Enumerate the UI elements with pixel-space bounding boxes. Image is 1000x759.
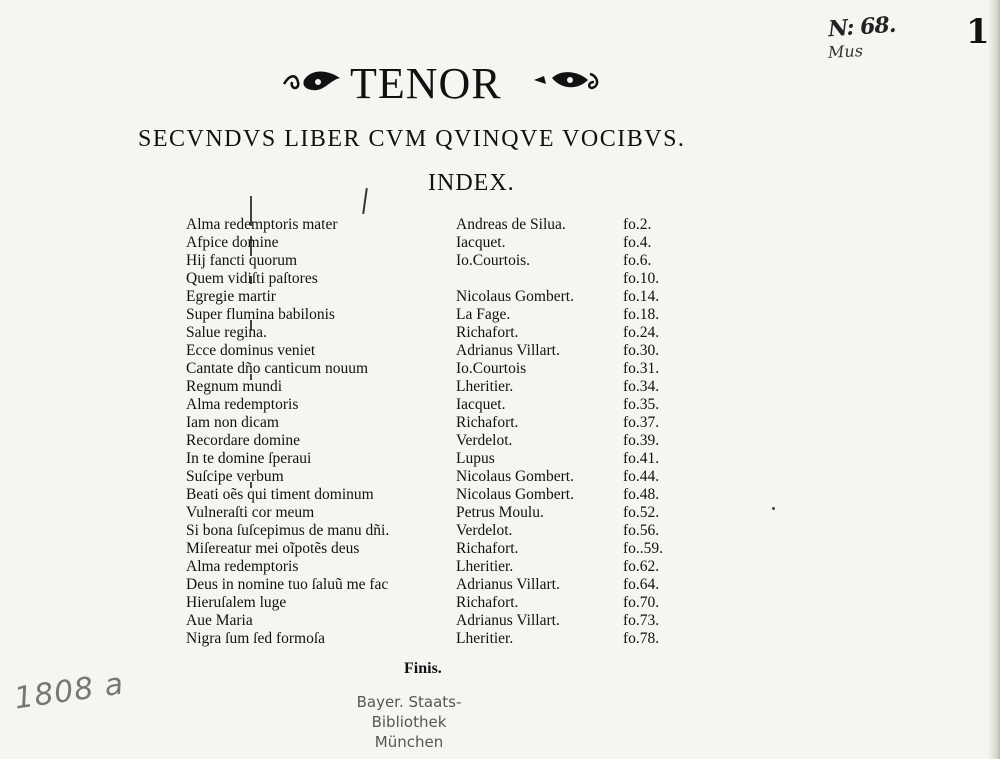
index-row <box>186 486 686 504</box>
index-entry-title: Hij fancti quorum <box>186 252 298 269</box>
index-entry-title: Salue regina. <box>186 324 267 341</box>
index-entry-composer: Nicolaus Gombert. <box>456 468 574 485</box>
index-row <box>186 414 686 432</box>
index-row <box>186 576 686 594</box>
index-entry-folio: fo.56. <box>623 522 660 539</box>
index-entry-folio: fo.73. <box>623 612 660 629</box>
index-entry-composer: Richafort. <box>456 594 519 611</box>
index-entry-folio: fo.64. <box>623 576 660 593</box>
index-entry-composer: Lheritier. <box>456 378 514 395</box>
index-entry-title: Vulneraſti cor meum <box>186 504 315 521</box>
index-entry-composer: Iacquet. <box>456 396 506 413</box>
index-entry-composer: Richafort. <box>456 414 519 431</box>
pen-stroke-mark <box>362 188 368 214</box>
index-row <box>186 594 686 612</box>
index-row <box>186 612 686 630</box>
index-entry-title: Aue Maria <box>186 612 253 629</box>
index-row <box>186 288 686 306</box>
index-entry-composer: Verdelot. <box>456 432 513 449</box>
index-entry-folio: fo.37. <box>623 414 660 431</box>
index-row <box>186 252 686 270</box>
index-entry-composer: Adrianus Villart. <box>456 342 560 359</box>
index-row <box>186 558 686 576</box>
index-row <box>186 216 686 234</box>
index-entry-title: Alma redemptoris <box>186 396 299 413</box>
index-row <box>186 468 686 486</box>
index-entry-folio: fo.2. <box>623 216 652 233</box>
index-row <box>186 306 686 324</box>
index-entry-folio: fo.31. <box>623 360 660 377</box>
index-entry-title: Quem vidiſti paſtores <box>186 270 318 287</box>
index-entry-folio: fo.24. <box>623 324 660 341</box>
index-entry-title: Regnum mundi <box>186 378 283 395</box>
folio-number: 1 <box>966 12 990 52</box>
index-entry-folio: fo.78. <box>623 630 660 647</box>
index-entry-composer: Io.Courtois <box>456 360 527 377</box>
index-entry-title: Recordare domine <box>186 432 301 449</box>
index-entry-folio: fo.4. <box>623 234 652 251</box>
index-entry-title: Nigra ſum ſed formoſa <box>186 630 326 647</box>
index-row <box>186 450 686 468</box>
index-entry-composer: Andreas de Silua. <box>456 216 566 233</box>
index-table <box>186 216 686 648</box>
title-block <box>282 56 612 106</box>
index-entry-title: Ecce dominus veniet <box>186 342 316 359</box>
index-entry-folio: fo.10. <box>623 270 660 287</box>
index-row <box>186 432 686 450</box>
index-entry-title: Alma redemptoris mater <box>186 216 338 233</box>
index-entry-composer: Io.Courtois. <box>456 252 531 269</box>
index-entry-title: Afpice domine <box>186 234 279 251</box>
index-entry-folio: fo.30. <box>623 342 660 359</box>
index-entry-composer: Adrianus Villart. <box>456 612 560 629</box>
library-stamp <box>334 692 484 752</box>
handwritten-shelfmark: 1808 a <box>12 666 127 717</box>
index-entry-folio: fo.62. <box>623 558 660 575</box>
index-entry-folio: fo.41. <box>623 450 660 467</box>
index-row <box>186 522 686 540</box>
index-heading: INDEX. <box>428 170 515 196</box>
index-row <box>186 234 686 252</box>
index-entry-folio: fo.39. <box>623 432 660 449</box>
index-entry-title: Miſereatur mei oĩpotẽs deus <box>186 540 360 557</box>
index-entry-composer: Lupus <box>456 450 495 467</box>
index-row <box>186 630 686 648</box>
page-edge-shadow <box>988 0 1000 759</box>
index-row <box>186 324 686 342</box>
index-entry-composer: Nicolaus Gombert. <box>456 486 574 503</box>
index-entry-folio: fo.35. <box>623 396 660 413</box>
index-entry-title: Cantate dño canticum nouum <box>186 360 369 377</box>
index-entry-folio: fo.14. <box>623 288 660 305</box>
index-entry-composer: Richafort. <box>456 540 519 557</box>
index-entry-folio: fo.48. <box>623 486 660 503</box>
index-row <box>186 270 686 288</box>
index-entry-title: Iam non dicam <box>186 414 279 431</box>
index-entry-folio: fo.34. <box>623 378 660 395</box>
index-row <box>186 396 686 414</box>
index-row <box>186 360 686 378</box>
index-entry-folio: fo.18. <box>623 306 660 323</box>
index-entry-title: Si bona ſuſcepimus de manu dñi. <box>186 522 390 539</box>
finis-text: Finis. <box>404 660 442 677</box>
stamp-line-2: Bibliothek <box>371 713 447 731</box>
stamp-line-1: Bayer. Staats- <box>356 693 462 711</box>
index-entry-folio: fo..59. <box>623 540 664 557</box>
index-entry-composer: Petrus Moulu. <box>456 504 544 521</box>
stamp-line-3: München <box>374 733 444 751</box>
index-entry-composer: Lheritier. <box>456 558 514 575</box>
handwritten-margin-note: N: 68. <box>827 11 897 43</box>
index-entry-title: Super flumina babilonis <box>186 306 335 323</box>
index-row <box>186 504 686 522</box>
index-entry-title: Alma redemptoris <box>186 558 299 575</box>
ink-speck <box>772 507 775 510</box>
index-entry-folio: fo.52. <box>623 504 660 521</box>
index-entry-folio: fo.6. <box>623 252 652 269</box>
subtitle: SECVNDVS LIBER CVM QVINQVE VOCIBVS. <box>138 126 686 152</box>
index-entry-composer: Iacquet. <box>456 234 506 251</box>
index-entry-title: Suſcipe verbum <box>186 468 284 485</box>
index-entry-title: In te domine ſperaui <box>186 450 312 467</box>
index-entry-composer: La Fage. <box>456 306 511 323</box>
index-row <box>186 342 686 360</box>
index-entry-composer: Nicolaus Gombert. <box>456 288 574 305</box>
index-entry-composer: Lheritier. <box>456 630 514 647</box>
index-entry-composer: Verdelot. <box>456 522 513 539</box>
index-entry-composer: Richafort. <box>456 324 519 341</box>
index-entry-title: Egregie martir <box>186 288 276 305</box>
index-entry-title: Deus in nomine tuo ſaluũ me fac <box>186 576 389 593</box>
fleuron-right-icon <box>532 66 602 96</box>
fleuron-left-icon <box>282 66 344 96</box>
title-tenor: TENOR <box>350 59 502 108</box>
index-entry-folio: fo.44. <box>623 468 660 485</box>
index-entry-title: Beati oẽs qui timent dominum <box>186 486 374 503</box>
index-entry-title: Hieruſalem luge <box>186 594 287 611</box>
index-entry-composer: Adrianus Villart. <box>456 576 560 593</box>
index-row <box>186 378 686 396</box>
index-row <box>186 540 686 558</box>
handwritten-margin-note-subline: Mus <box>827 41 864 62</box>
index-entry-folio: fo.70. <box>623 594 660 611</box>
